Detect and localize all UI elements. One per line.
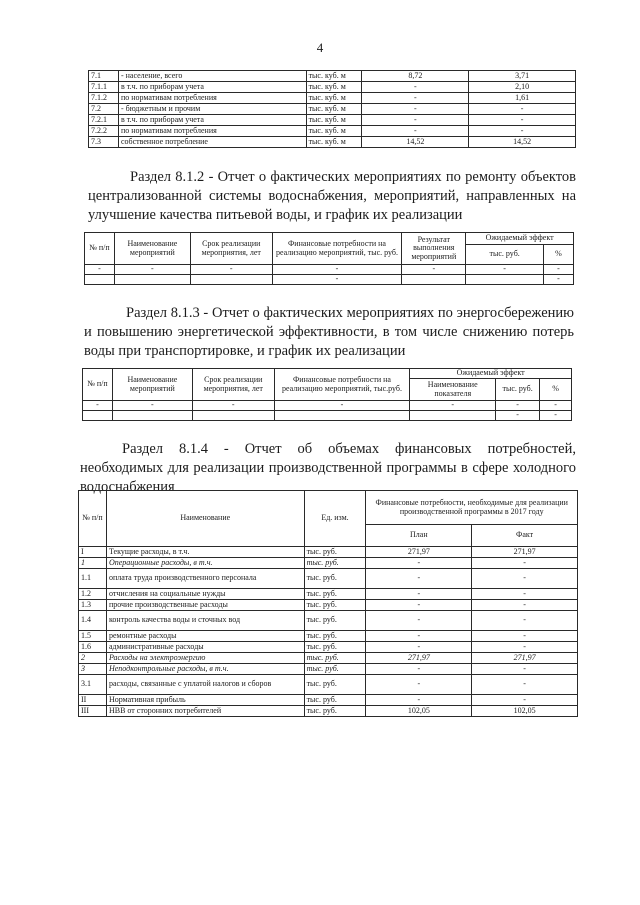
table-row bbox=[89, 93, 576, 104]
col-effect-unit: тыс. руб. bbox=[466, 245, 544, 265]
row-fact: 2,10 bbox=[469, 82, 576, 93]
col-term: Срок реализации мероприятия, лет bbox=[192, 369, 274, 401]
row-fact: 102,05 bbox=[472, 706, 578, 717]
col-plan: План bbox=[366, 525, 472, 547]
row-num: 7.1.1 bbox=[89, 82, 119, 93]
row-fact: - bbox=[472, 569, 578, 589]
row-unit: тыс. куб. м bbox=[306, 104, 362, 115]
table-cell: - bbox=[540, 401, 572, 411]
table-cell: - bbox=[540, 411, 572, 421]
row-plan: 271,97 bbox=[366, 653, 472, 664]
row-num: 1.1 bbox=[79, 569, 107, 589]
table-cell: - bbox=[466, 265, 544, 275]
col-effect: Ожидаемый эффект bbox=[466, 233, 574, 245]
col-name: Наименование bbox=[106, 491, 304, 547]
row-fact: - bbox=[472, 664, 578, 675]
row-fact: - bbox=[472, 558, 578, 569]
row-plan: - bbox=[362, 126, 469, 137]
row-plan: - bbox=[366, 569, 472, 589]
row-plan: - bbox=[362, 82, 469, 93]
row-fact: - bbox=[469, 115, 576, 126]
row-name: собственное потребление bbox=[118, 137, 306, 148]
row-name: Текущие расходы, в т.ч. bbox=[106, 547, 304, 558]
col-effect: Ожидаемый эффект bbox=[410, 369, 572, 379]
row-plan: - bbox=[366, 611, 472, 631]
col-unit: Ед. изм. bbox=[304, 491, 366, 547]
row-unit: тыс. руб. bbox=[304, 558, 366, 569]
table-row bbox=[79, 653, 578, 664]
row-unit: тыс. руб. bbox=[304, 547, 366, 558]
row-num: 1.2 bbox=[79, 589, 107, 600]
row-unit: тыс. куб. м bbox=[306, 137, 362, 148]
table-cell: - bbox=[274, 401, 410, 411]
section-812-heading: Раздел 8.1.2 - Отчет о фактических мероприятиях по ремонту объектов централизованной системы водоснабжения, мероприятий, направленных на улучшение качества питьевой воды, и график их реализации bbox=[88, 169, 576, 223]
row-fact: - bbox=[472, 611, 578, 631]
row-plan: 14,52 bbox=[362, 137, 469, 148]
row-unit: тыс. руб. bbox=[304, 589, 366, 600]
section-813-heading: Раздел 8.1.3 - Отчет о фактических мероприятиях по энергосбережению и повышению энергетической эффективности, в том числе снижению потерь воды при транспортировке, и график их реализации bbox=[84, 305, 574, 359]
row-num: 3 bbox=[79, 664, 107, 675]
row-fact: 271,97 bbox=[472, 547, 578, 558]
row-name: по нормативам потребления bbox=[118, 93, 306, 104]
table-row bbox=[79, 558, 578, 569]
row-fact: - bbox=[472, 600, 578, 611]
table-cell: - bbox=[496, 411, 540, 421]
row-unit: тыс. руб. bbox=[304, 611, 366, 631]
row-plan: - bbox=[366, 664, 472, 675]
section-813-table bbox=[82, 368, 572, 421]
col-fact: Факт bbox=[472, 525, 578, 547]
table-row bbox=[79, 706, 578, 717]
col-num: № п/п bbox=[79, 491, 107, 547]
col-num: № п/п bbox=[85, 233, 115, 265]
row-fact: 14,52 bbox=[469, 137, 576, 148]
col-effect-name: Наименование показателя bbox=[410, 379, 496, 401]
table-row bbox=[79, 631, 578, 642]
row-unit: тыс. руб. bbox=[304, 600, 366, 611]
row-num: 1.3 bbox=[79, 600, 107, 611]
table-cell: - bbox=[402, 265, 466, 275]
row-plan: - bbox=[366, 642, 472, 653]
table-cell: - bbox=[272, 275, 402, 285]
table-cell: - bbox=[85, 265, 115, 275]
row-name: - бюджетным и прочим bbox=[118, 104, 306, 115]
col-name: Наименование мероприятий bbox=[114, 233, 190, 265]
row-plan: - bbox=[366, 631, 472, 642]
row-unit: тыс. руб. bbox=[304, 695, 366, 706]
row-name: в т.ч. по приборам учета bbox=[118, 115, 306, 126]
col-finance: Финансовые потребности на реализацию мероприятий, тыс. руб. bbox=[272, 233, 402, 265]
row-unit: тыс. куб. м bbox=[306, 126, 362, 137]
col-name: Наименование мероприятий bbox=[112, 369, 192, 401]
row-num: 1.6 bbox=[79, 642, 107, 653]
row-unit: тыс. руб. bbox=[304, 631, 366, 642]
row-name: расходы, связанные с уплатой налогов и сборов bbox=[106, 675, 304, 695]
row-unit: тыс. куб. м bbox=[306, 93, 362, 104]
row-plan: - bbox=[366, 675, 472, 695]
row-num: 7.2.2 bbox=[89, 126, 119, 137]
table-row bbox=[79, 600, 578, 611]
row-unit: тыс. руб. bbox=[304, 706, 366, 717]
row-plan: - bbox=[366, 695, 472, 706]
col-num: № п/п bbox=[83, 369, 113, 401]
row-name: контроль качества воды и сточных вод bbox=[106, 611, 304, 631]
table-cell: - bbox=[544, 265, 574, 275]
row-fact: - bbox=[472, 675, 578, 695]
table-row bbox=[79, 569, 578, 589]
row-plan: - bbox=[362, 104, 469, 115]
table-row bbox=[79, 589, 578, 600]
table-row bbox=[79, 675, 578, 695]
table-cell: - bbox=[190, 265, 272, 275]
row-name: НВВ от сторонних потребителей bbox=[106, 706, 304, 717]
table-row bbox=[79, 695, 578, 706]
table-cell: - bbox=[410, 401, 496, 411]
table-cell: - bbox=[114, 265, 190, 275]
col-effect-pct: % bbox=[540, 379, 572, 401]
table-row bbox=[89, 137, 576, 148]
row-num: 1.4 bbox=[79, 611, 107, 631]
row-num: II bbox=[79, 695, 107, 706]
row-plan: - bbox=[362, 93, 469, 104]
row-name: - население, всего bbox=[118, 71, 306, 82]
row-plan: - bbox=[366, 600, 472, 611]
col-result: Результат выполнения мероприятий bbox=[402, 233, 466, 265]
row-plan: - bbox=[366, 589, 472, 600]
row-plan: 102,05 bbox=[366, 706, 472, 717]
row-fact: 1,61 bbox=[469, 93, 576, 104]
table-cell: - bbox=[544, 275, 574, 285]
row-num: 7.2.1 bbox=[89, 115, 119, 126]
page-number: 4 bbox=[316, 40, 324, 55]
row-name: ремонтные расходы bbox=[106, 631, 304, 642]
row-unit: тыс. руб. bbox=[304, 664, 366, 675]
row-name: Нормативная прибыль bbox=[106, 695, 304, 706]
row-fact: - bbox=[469, 104, 576, 115]
row-unit: тыс. куб. м bbox=[306, 82, 362, 93]
row-unit: тыс. куб. м bbox=[306, 115, 362, 126]
row-plan: - bbox=[366, 558, 472, 569]
row-num: 1 bbox=[79, 558, 107, 569]
table-row bbox=[79, 664, 578, 675]
table-row bbox=[79, 642, 578, 653]
row-name: в т.ч. по приборам учета bbox=[118, 82, 306, 93]
row-num: 7.3 bbox=[89, 137, 119, 148]
table-row bbox=[89, 126, 576, 137]
row-plan: 8,72 bbox=[362, 71, 469, 82]
row-name: Расходы на электроэнергию bbox=[106, 653, 304, 664]
row-fact: - bbox=[472, 695, 578, 706]
row-fact: - bbox=[469, 126, 576, 137]
row-unit: тыс. руб. bbox=[304, 569, 366, 589]
col-finance: Финансовые потребности, необходимые для реализации производственной программы в 2017 году bbox=[366, 491, 578, 525]
row-num: I bbox=[79, 547, 107, 558]
table-row bbox=[79, 611, 578, 631]
row-fact: 3,71 bbox=[469, 71, 576, 82]
table-row bbox=[89, 115, 576, 126]
table-cell: - bbox=[496, 401, 540, 411]
row-fact: - bbox=[472, 631, 578, 642]
consumption-table bbox=[88, 70, 576, 148]
row-num: 1.5 bbox=[79, 631, 107, 642]
row-fact: - bbox=[472, 589, 578, 600]
row-name: по нормативам потребления bbox=[118, 126, 306, 137]
row-num: III bbox=[79, 706, 107, 717]
col-effect-unit: тыс. руб. bbox=[496, 379, 540, 401]
table-row bbox=[89, 104, 576, 115]
section-812-table bbox=[84, 232, 574, 285]
row-unit: тыс. куб. м bbox=[306, 71, 362, 82]
row-plan: 271,97 bbox=[366, 547, 472, 558]
table-cell: - bbox=[272, 265, 402, 275]
table-cell: - bbox=[192, 401, 274, 411]
section-814-heading: Раздел 8.1.4 - Отчет об объемах финансовых потребностей, необходимых для реализации производственной программы в сфере холодного водоснабжения bbox=[80, 441, 576, 495]
table-row bbox=[89, 71, 576, 82]
table-row bbox=[89, 82, 576, 93]
row-num: 7.1 bbox=[89, 71, 119, 82]
section-814-table bbox=[78, 490, 578, 717]
row-name: прочие производственные расходы bbox=[106, 600, 304, 611]
row-name: отчисления на социальные нужды bbox=[106, 589, 304, 600]
row-num: 2 bbox=[79, 653, 107, 664]
row-num: 7.1.2 bbox=[89, 93, 119, 104]
row-plan: - bbox=[362, 115, 469, 126]
row-name: оплата труда производственного персонала bbox=[106, 569, 304, 589]
row-unit: тыс. руб. bbox=[304, 653, 366, 664]
col-term: Срок реализации мероприятия, лет bbox=[190, 233, 272, 265]
row-unit: тыс. руб. bbox=[304, 675, 366, 695]
row-num: 3.1 bbox=[79, 675, 107, 695]
row-num: 7.2 bbox=[89, 104, 119, 115]
row-name: Неподконтрольные расходы, в т.ч. bbox=[106, 664, 304, 675]
col-finance: Финансовые потребности на реализацию мероприятий, тыс.руб. bbox=[274, 369, 410, 401]
row-name: административные расходы bbox=[106, 642, 304, 653]
table-cell: - bbox=[83, 401, 113, 411]
row-unit: тыс. руб. bbox=[304, 642, 366, 653]
row-name: Операционные расходы, в т.ч. bbox=[106, 558, 304, 569]
table-row bbox=[79, 547, 578, 558]
table-cell: - bbox=[112, 401, 192, 411]
col-effect-pct: % bbox=[544, 245, 574, 265]
row-fact: 271,97 bbox=[472, 653, 578, 664]
row-fact: - bbox=[472, 642, 578, 653]
